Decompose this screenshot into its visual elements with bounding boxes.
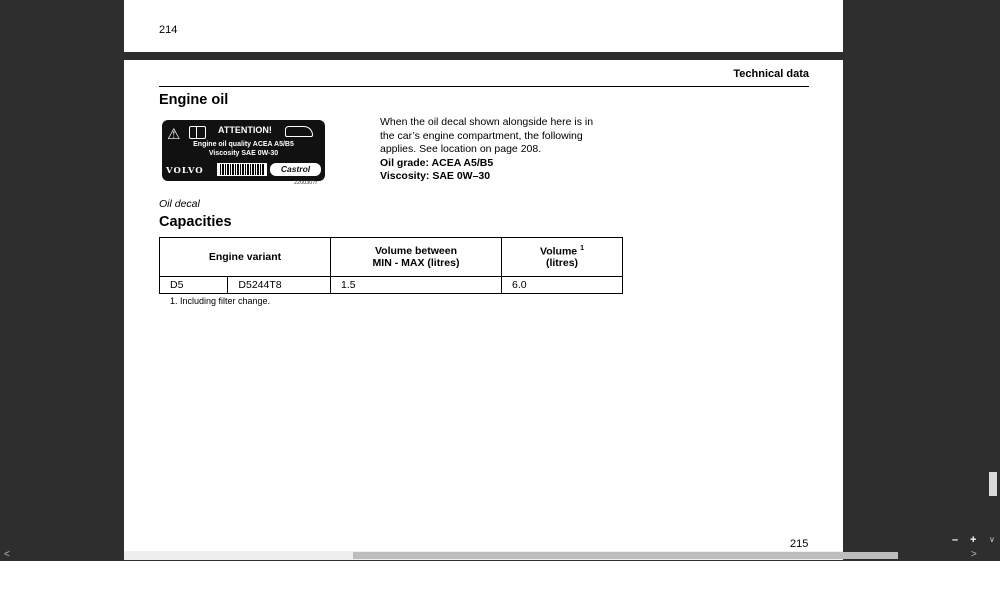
scroll-right-icon[interactable]: > <box>971 549 977 560</box>
header-rule <box>159 86 809 87</box>
zoom-out-button[interactable]: – <box>952 534 959 546</box>
oil-description <box>380 116 600 184</box>
previous-page <box>124 0 843 52</box>
decal-line2: Viscosity SAE 0W-30 <box>208 150 279 157</box>
zoom-in-button[interactable]: + <box>970 534 977 546</box>
volvo-logo: VOLVO <box>166 166 204 176</box>
warning-triangle-icon: ⚠ <box>167 126 181 143</box>
section-header: Technical data <box>733 68 809 80</box>
footnote: 1. Including filter change. <box>170 296 271 306</box>
manual-book-icon <box>189 126 206 139</box>
oil-decal-image <box>162 120 325 181</box>
cell-engine-code: D5244T8 <box>228 277 331 294</box>
oil-grade: Oil grade: ACEA A5/B5 <box>380 156 494 169</box>
decal-line1: Engine oil quality ACEA A5/B5 <box>193 141 294 148</box>
footnote-ref: 1 <box>580 244 584 252</box>
header-volume-between-l1: Volume between <box>374 245 458 257</box>
header-volume <box>502 238 623 277</box>
horizontal-scroll-track[interactable] <box>124 551 843 560</box>
barcode <box>217 163 267 176</box>
header-volume-l2: (litres) <box>545 257 579 270</box>
oil-can-icon <box>285 126 313 137</box>
table-header-row <box>160 238 623 277</box>
header-volume-l1: Volume <box>540 245 578 258</box>
header-volume-between <box>331 238 502 277</box>
horizontal-scroll-thumb[interactable] <box>353 552 898 559</box>
capacities-table <box>159 237 623 294</box>
header-volume-between-l2: MIN - MAX (litres) <box>372 257 460 269</box>
scroll-left-icon[interactable]: < <box>4 549 10 560</box>
description-text: When the oil decal shown alongside here is in the car’s engine compartment, the following applies. See location on page 208. <box>380 116 594 155</box>
vertical-scroll-thumb[interactable] <box>989 472 997 496</box>
decal-code: 2200307r <box>294 180 318 186</box>
castrol-logo: Castrol <box>270 163 321 176</box>
current-page <box>124 60 843 561</box>
header-engine-variant: Engine variant <box>160 238 331 277</box>
horizontal-scrollbar[interactable] <box>0 551 987 561</box>
decal-attention: ATTENTION! <box>218 125 272 135</box>
cell-volume-between: 1.5 <box>331 277 502 294</box>
page-number: 215 <box>790 538 809 550</box>
page-number: 214 <box>159 24 178 36</box>
cell-engine: D5 <box>160 277 228 294</box>
engine-oil-title: Engine oil <box>159 92 229 108</box>
table-row <box>160 277 623 294</box>
capacities-title: Capacities <box>159 214 232 230</box>
cell-volume: 6.0 <box>502 277 623 294</box>
decal-caption: Oil decal <box>159 198 200 210</box>
viscosity: Viscosity: SAE 0W–30 <box>380 170 491 182</box>
vertical-scrollbar[interactable] <box>987 0 1000 561</box>
scroll-down-icon[interactable]: ∨ <box>989 535 995 544</box>
